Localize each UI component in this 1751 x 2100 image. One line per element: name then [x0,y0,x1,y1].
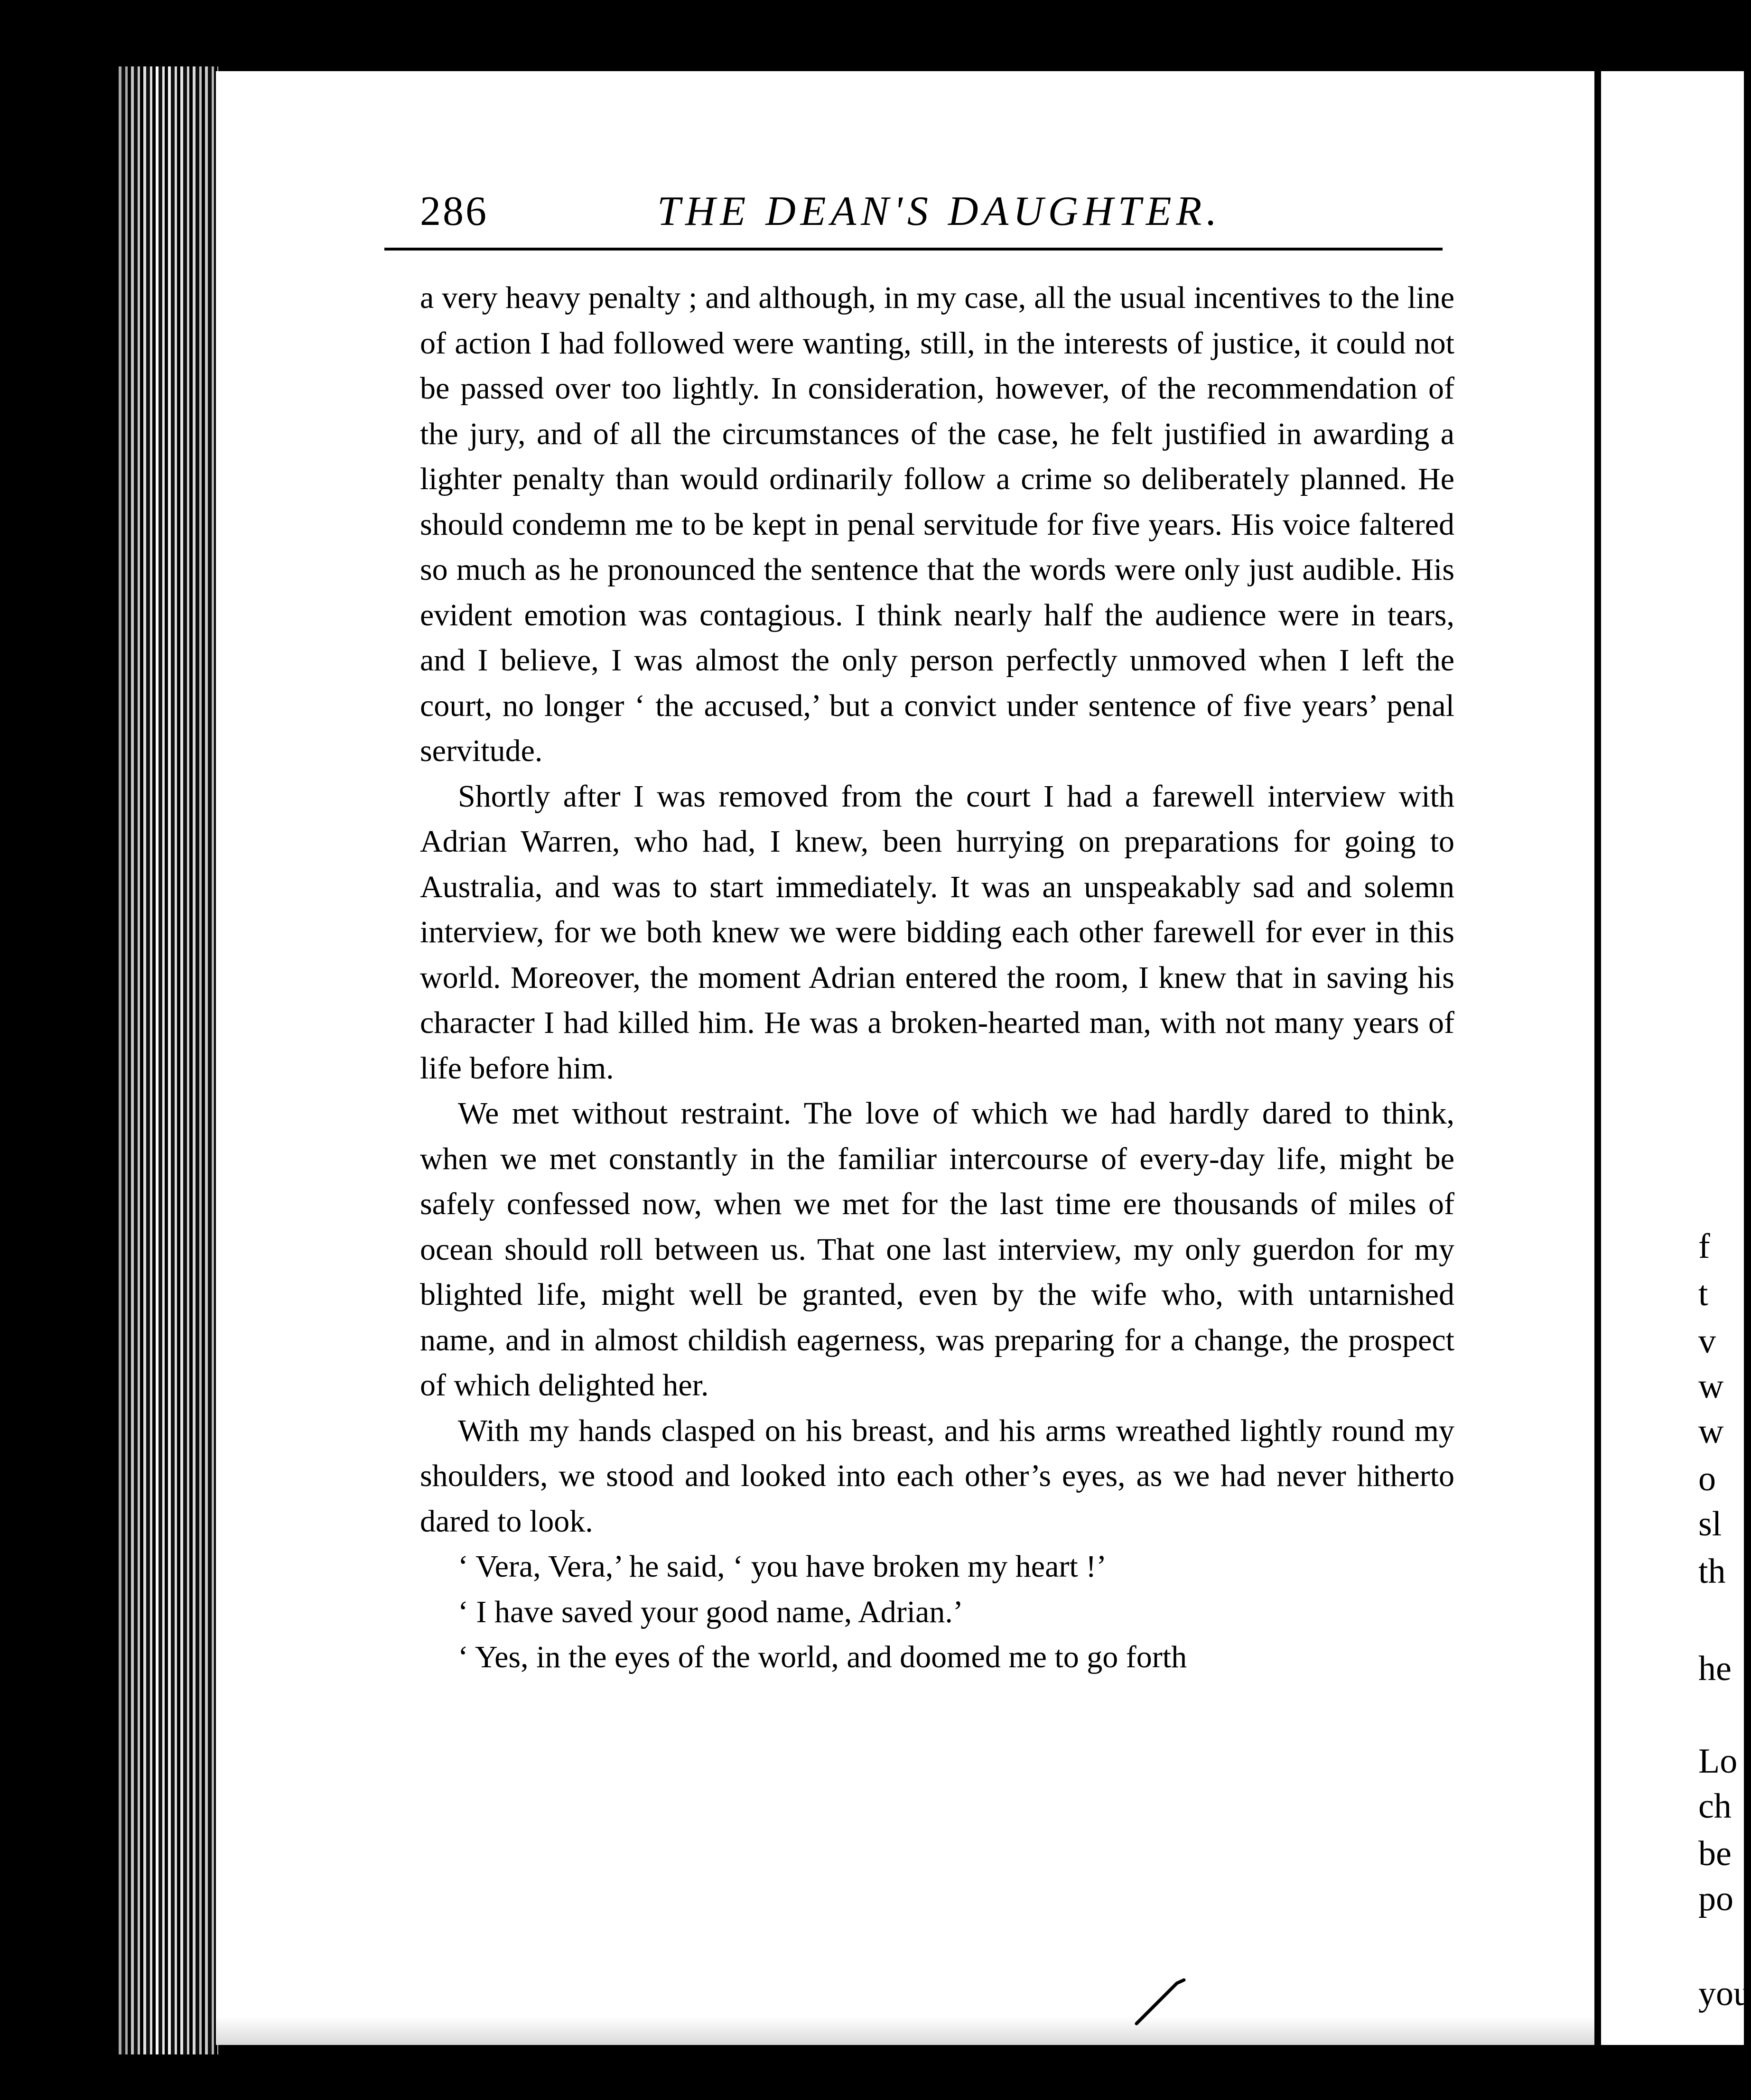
facing-page-fragment: v [1698,1322,1716,1361]
paragraph: a very heavy penalty ; and although, in my case, all the usual incentives to the line of action I had followed were wanting, still, in the interests of justice, it could not be passed over too lightly. In consideration, however, of the recommendation of the jury, and of all the circumstances of the case, he felt justified in awarding a lighter penalty than would ordinarily follow a crime so deliberately planned. He should condemn me to be kept in penal servitude for five years. His voice faltered so much as he pronounced the sentence that the words were only just audible. His evident emotion was contagious. I think nearly half the audience were in tears, and I believe, I was almost the only person perfectly unmoved when I left the court, no longer ‘ the accused,’ but a convict under sentence of five years’ penal servitude. [420,280,1454,768]
facing-page-fragment: be [1698,1834,1732,1873]
paragraph: We met without restraint. The love of which we had hardly dared to think, when we met constantly in the familiar intercourse of every-day life, might be safely confessed now, when we met for the last time ere thousands of miles of ocean should roll between us. That one last interview, my only guerdon for my blighted life, might well be granted, even by the wife who, with untarnished name, and in almost childish eagerness, was preparing for a change, the prospect of which delighted her. [420,1096,1454,1403]
facing-page-fragment: w [1698,1367,1724,1406]
facing-page-fragment: f [1698,1227,1710,1266]
spine-shadow [119,66,218,2054]
facing-page-edge [1594,71,1751,2045]
running-head [420,187,1440,240]
facing-page-fragment: he [1698,1649,1732,1688]
page-bottom-shadow [216,2016,1594,2045]
facing-page-fragment: you [1698,1974,1751,2013]
facing-page-fragment: sl [1698,1505,1722,1543]
facing-page-fragment: th [1698,1552,1726,1591]
paragraph: ‘ Vera, Vera,’ he said, ‘ you have broken my heart !’ [458,1549,1107,1584]
paragraph: Shortly after I was removed from the court I had a farewell interview with Adrian Warren, who had, I knew, been hurrying on preparations for going to Australia, and was to start immediately. It was an unspeakably sad and solemn interview, for we both knew we were bidding each other farewell for ever in this world. Moreover, the moment Adrian entered the room, I knew that in saving his character I had killed him. He was a broken-hearted man, with not many years of life before him. [420,779,1454,1086]
page-body [420,275,1454,1680]
facing-page-fragment: o [1698,1459,1716,1498]
facing-page-fragment: t [1698,1274,1708,1313]
paragraph: ‘ I have saved your good name, Adrian.’ [458,1594,963,1629]
facing-page-fragment: Lo [1698,1742,1738,1781]
facing-page-fragment: po [1698,1879,1733,1918]
header-rule [384,248,1443,251]
facing-page-fragment: ch [1698,1787,1732,1826]
page-number: 286 [420,188,488,234]
paragraph: ‘ Yes, in the eyes of the world, and doomed me to go forth [458,1640,1187,1674]
facing-page-fragment: w [1698,1412,1724,1451]
paragraph: With my hands clasped on his breast, and his arms wreathed lightly round my shoulders, we stood and looked into each other’s eyes, as we had never hitherto dared to look. [420,1413,1454,1539]
book-title: THE DEAN'S DAUGHTER. [657,188,1222,234]
